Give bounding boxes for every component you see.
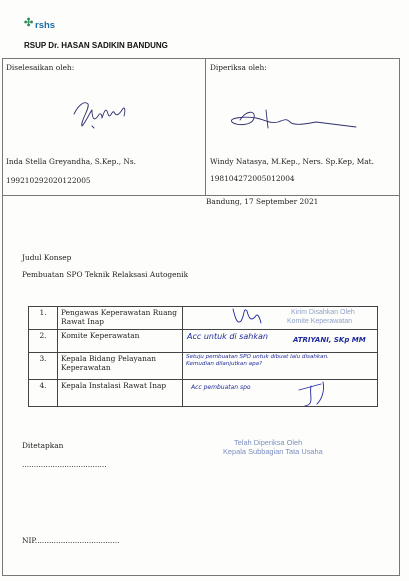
approval-no: 1. [29,307,58,330]
ditetapkan-dots: .................................... [22,460,107,469]
hospital-logo [24,16,58,32]
approval-role: Kepala Instalasi Rawat Inap [58,380,183,407]
approval-sign-cell [183,330,378,353]
completed-by-nip: 199210292020122005 [6,176,91,185]
hospital-name: RSUP Dr. HASAN SADIKIN BANDUNG [24,41,168,50]
approval-no: 2. [29,330,58,353]
concept-heading: Judul Konsep [22,253,72,262]
place-date: Bandung, 17 September 2021 [206,197,319,206]
right-signature [226,100,366,140]
completed-by-name: Inda Stella Greyandha, S.Kep., Ns. [6,157,137,166]
checked-by-nip: 198104272005012004 [210,174,295,183]
handwritten-approver-name: ATRIYANI, SKp MM [293,336,366,344]
row1-signature [227,301,267,331]
row4-signature [295,376,345,408]
approval-note: Setuju pembuatan SPO untuk dibuat lalu disahkan. Kemudian dilanjutkan apa? [186,354,329,367]
approval-stamp-line2: Komite Keperawatan [287,318,352,325]
checked-by-name: Windy Natasya, M.Kep., Ners. Sp.Kep, Mat. [210,157,374,166]
ditetapkan-label: Ditetapkan [22,441,64,450]
concept-title: Pembuatan SPO Teknik Relaksasi Autogenik [22,270,189,279]
left-signature [68,92,134,134]
approval-table [28,306,378,407]
logo-text: rshs [35,20,56,31]
approval-role: Komite Keperawatan [58,330,183,353]
reviewed-stamp-line1: Telah Diperiksa Oleh [234,438,303,447]
approval-stamp-line1: Kirim Disahkan Oleh [291,309,355,316]
approval-row [29,380,378,407]
checked-by-label: Diperiksa oleh: [210,63,267,72]
approval-note: Acc pembuatan spo [191,384,251,391]
reviewed-stamp-line2: Kepala Subbagian Tata Usaha [223,447,323,456]
approval-no: 3. [29,353,58,380]
approval-sign-cell [183,380,378,407]
approval-sign-cell [183,353,378,380]
approval-note: Acc untuk di sahkan [187,332,268,341]
approval-role: Pengawas Keperawatan Ruang Rawat Inap [58,307,183,330]
approval-row [29,330,378,353]
approval-no: 4. [29,380,58,407]
approval-row [29,307,378,330]
signature-divider [205,58,206,195]
approval-role: Kepala Bidang Pelayanan Keperawatan [58,353,183,380]
nip-field: NIP.................................... [22,536,120,545]
approval-sign-cell [183,307,378,330]
logo-mark-icon: ✣ [24,17,33,29]
signature-bottom-rule [2,195,400,196]
completed-by-label: Diselesaikan oleh: [6,63,75,72]
